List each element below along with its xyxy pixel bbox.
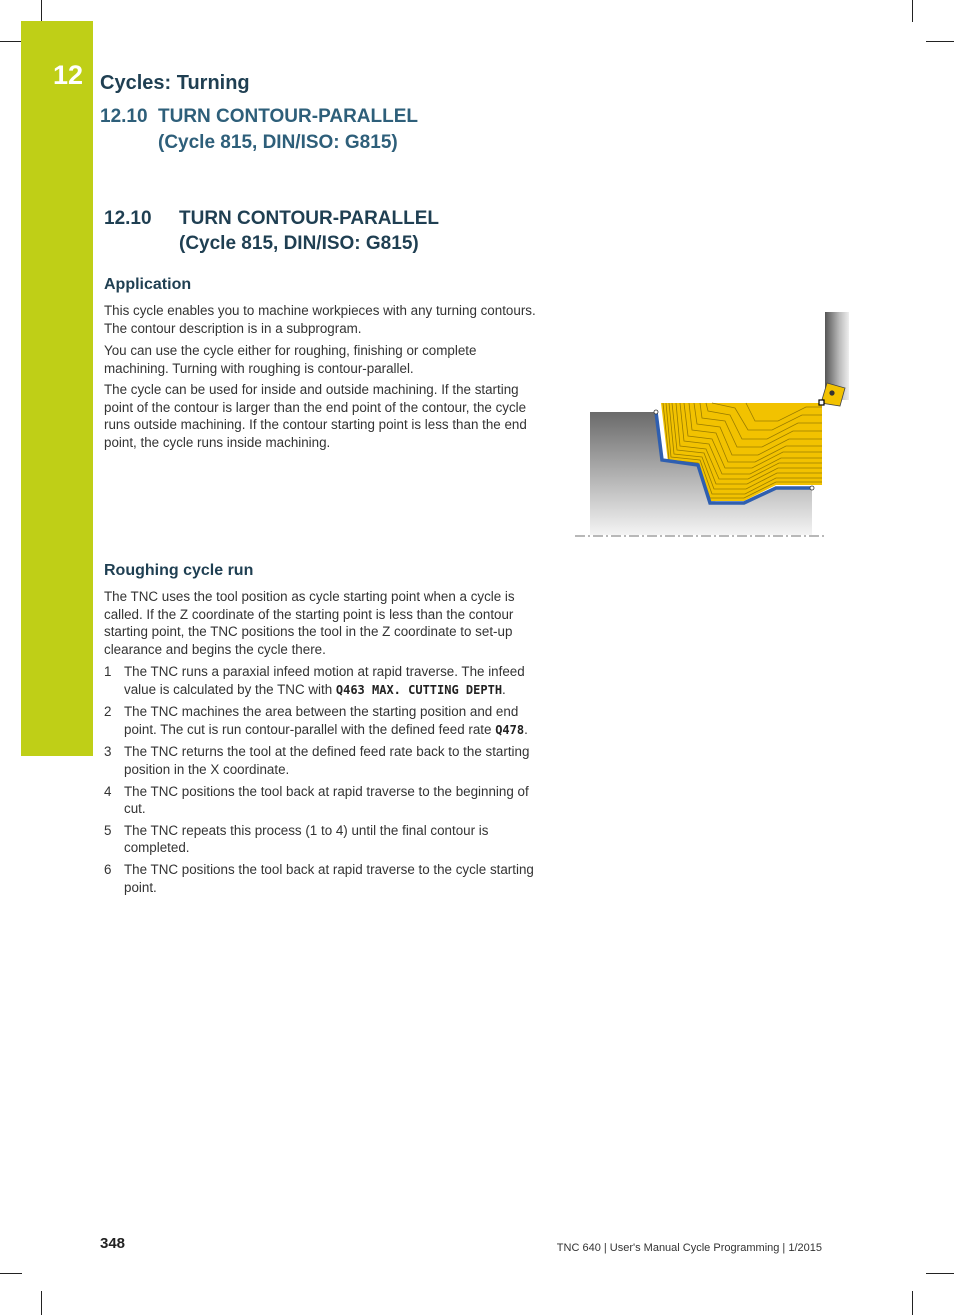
section-number: 12.10 [104,208,152,229]
application-paragraph-1: This cycle enables you to machine workpieces with any turning contours. The contour description is in a subprogram. [104,303,536,336]
crop-mark [912,0,913,22]
running-section-title-line1: TURN CONTOUR-PARALLEL [158,106,418,127]
chapter-number: 12 [53,60,84,90]
cycle-start-point [819,400,824,405]
crop-mark [41,1291,42,1315]
list-item: 4 The TNC positions the tool back at rapid traverse to the beginning of cut. [104,783,529,817]
roughing-heading: Roughing cycle run [104,562,254,579]
running-section-header [100,104,418,156]
turning-cycle-illustration [570,305,855,545]
running-section-title-line2: (Cycle 815, DIN/ISO: G815) [158,132,398,153]
list-item: 6 The TNC positions the tool back at rapid traverse to the cycle starting point. [104,861,534,895]
section-title-line2: (Cycle 815, DIN/ISO: G815) [179,233,419,254]
list-item: 3 The TNC returns the tool at the defined feed rate back to the starting position in the X coordinate. [104,744,530,777]
contour-start-point [654,410,658,414]
crop-mark [0,41,22,42]
roughing-intro: The TNC uses the tool position as cycle starting point when a cycle is called. If the Z coordinate of the starting point is less than the contour starting point, the TNC positions the tool in the Z coordinate to set-up clearance and begins the cycle there. [104,589,515,657]
chapter-title: Cycles: Turning [100,72,250,94]
contour-end-point [810,486,814,490]
list-item: 2 The TNC machines the area between the starting position and end point. The cut is run contour-parallel with the defined feed rate Q478. [104,704,528,737]
crop-mark [926,1273,954,1274]
application-paragraph-2: You can use the cycle either for roughing, finishing or complete machining. Turning with roughing is contour-parallel. [104,343,477,376]
list-item: 1 The TNC runs a paraxial infeed motion at rapid traverse. The infeed value is calculated by the TNC with Q463 MAX. CUTTING DEPTH. [104,664,525,697]
crop-mark [912,1291,913,1315]
list-item: 5 The TNC repeats this process (1 to 4) until the final contour is completed. [104,822,489,856]
crop-mark [41,0,42,22]
footer-text: TNC 640 | User's Manual Cycle Programming | 1/2015 [556,1242,822,1254]
insert-screw-icon [829,390,834,395]
running-section-number: 12.10 [100,106,148,127]
section-heading [104,206,439,256]
section-title-line1: TURN CONTOUR-PARALLEL [179,208,439,229]
chapter-tab [21,21,93,756]
page-number: 348 [100,1235,126,1252]
crop-mark [926,41,954,42]
application-heading: Application [104,276,192,293]
application-paragraph-3: The cycle can be used for inside and outside machining. If the starting point of the contour is larger than the end point of the contour, the cycle runs outside machining. If the contour starting point is less than the end point, the cycle runs inside machining. [104,382,527,450]
roughing-steps [104,663,544,900]
crop-mark [0,1273,22,1274]
